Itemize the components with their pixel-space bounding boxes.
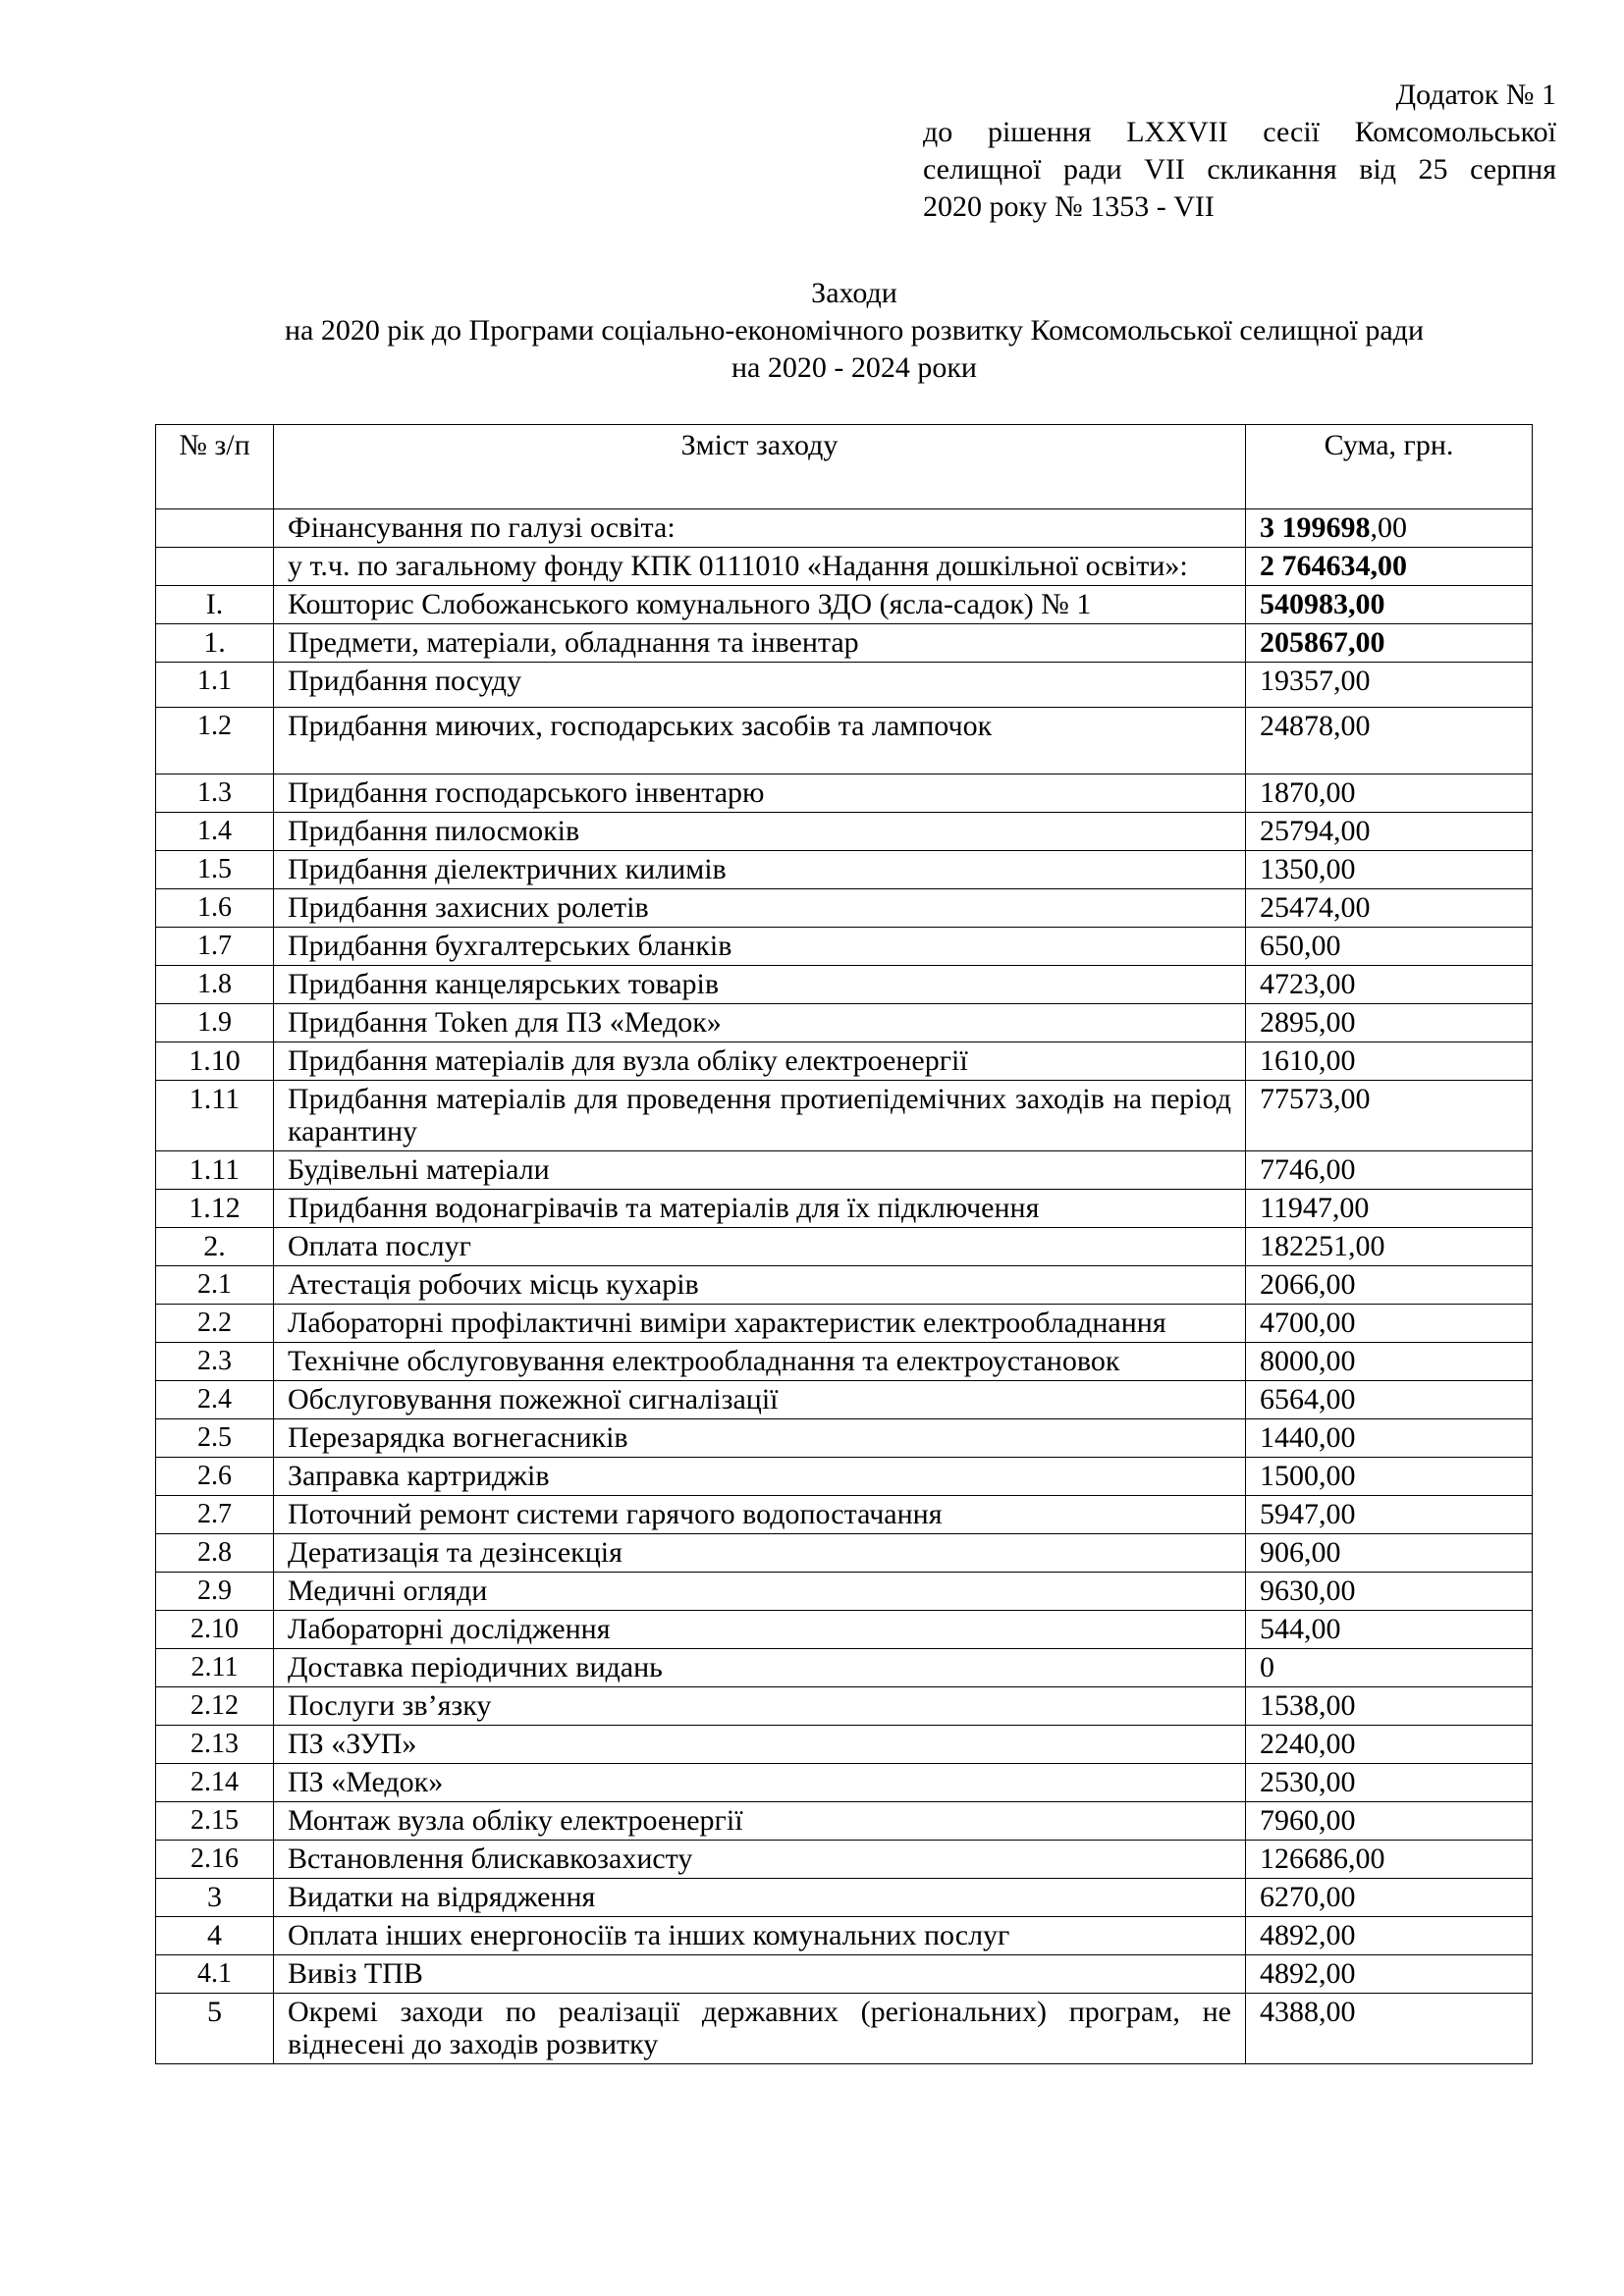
row-text: Лабораторні дослідження	[274, 1611, 1246, 1649]
table-row	[156, 1042, 1533, 1081]
table-row	[156, 851, 1533, 889]
row-sum: 544,00	[1246, 1611, 1533, 1649]
table-row	[156, 1917, 1533, 1955]
row-text: Встановлення блискавкозахисту	[274, 1841, 1246, 1879]
row-text: Кошторис Слобожанського комунального ЗДО (ясла-садок) № 1	[274, 586, 1246, 624]
table-row	[156, 1004, 1533, 1042]
table-row	[156, 813, 1533, 851]
row-number: 2.9	[156, 1573, 274, 1611]
row-text: Придбання бухгалтерських бланків	[274, 928, 1246, 966]
row-sum: 1538,00	[1246, 1687, 1533, 1726]
row-number	[156, 509, 274, 548]
row-number: 3	[156, 1879, 274, 1917]
row-sum: 5947,00	[1246, 1496, 1533, 1534]
row-sum: 2240,00	[1246, 1726, 1533, 1764]
header-content: Зміст заходу	[274, 425, 1246, 509]
table-row	[156, 1496, 1533, 1534]
row-number: I.	[156, 586, 274, 624]
row-text: Послуги зв’язку	[274, 1687, 1246, 1726]
row-number	[156, 548, 274, 586]
row-number: 2.10	[156, 1611, 274, 1649]
row-number: 2.2	[156, 1305, 274, 1343]
row-text: Придбання захисних ролетів	[274, 889, 1246, 928]
row-text: ПЗ «Медок»	[274, 1764, 1246, 1802]
table-row	[156, 1764, 1533, 1802]
row-text: Придбання канцелярських товарів	[274, 966, 1246, 1004]
row-sum: 4892,00	[1246, 1917, 1533, 1955]
heading-subtitle: на 2020 рік до Програми соціально-економічного розвитку Комсомольської селищної ради	[285, 314, 1424, 347]
row-text: Придбання миючих, господарських засобів та лампочок	[274, 708, 1246, 774]
row-text: Предмети, матеріали, обладнання та інвентар	[274, 624, 1246, 663]
table-row	[156, 889, 1533, 928]
row-text: Фінансування по галузі освіта:	[274, 509, 1246, 548]
row-text: Дератизація та дезінсекція	[274, 1534, 1246, 1573]
row-sum: 182251,00	[1246, 1228, 1533, 1266]
row-sum: 6564,00	[1246, 1381, 1533, 1419]
row-sum: 4388,00	[1246, 1994, 1533, 2064]
appendix-title: Додаток № 1	[1395, 79, 1556, 111]
row-number: 2.16	[156, 1841, 274, 1879]
row-text: Придбання посуду	[274, 663, 1246, 708]
row-sum: 126686,00	[1246, 1841, 1533, 1879]
row-number: 2.12	[156, 1687, 274, 1726]
row-text: Оплата інших енергоносіїв та інших комунальних послуг	[274, 1917, 1246, 1955]
row-text: Атестація робочих місць кухарів	[274, 1266, 1246, 1305]
row-number: 1.6	[156, 889, 274, 928]
table-row	[156, 1151, 1533, 1190]
table-row	[156, 1343, 1533, 1381]
row-sum: 4700,00	[1246, 1305, 1533, 1343]
row-text: Монтаж вузла обліку електроенергії	[274, 1802, 1246, 1841]
table-row	[156, 928, 1533, 966]
appendix-date-line: 2020 року № 1353 - VII	[923, 190, 1215, 223]
row-number: 1.7	[156, 928, 274, 966]
row-number: 1.2	[156, 708, 274, 774]
table-row	[156, 1841, 1533, 1879]
row-sum: 650,00	[1246, 928, 1533, 966]
row-sum: 1870,00	[1246, 774, 1533, 813]
table-row	[156, 1879, 1533, 1917]
row-sum: 9630,00	[1246, 1573, 1533, 1611]
row-text: Окремі заходи по реалізації державних (регіональних) програм, не віднесені до заходів розвитку	[274, 1994, 1246, 2064]
row-text: Медичні огляди	[274, 1573, 1246, 1611]
row-sum: 0	[1246, 1649, 1533, 1687]
row-text: Оплата послуг	[274, 1228, 1246, 1266]
heading-title: Заходи	[811, 277, 897, 309]
row-sum: 4892,00	[1246, 1955, 1533, 1994]
row-text: Придбання пилосмоків	[274, 813, 1246, 851]
row-sum: 8000,00	[1246, 1343, 1533, 1381]
row-text: Вивіз ТПВ	[274, 1955, 1246, 1994]
row-text: ПЗ «ЗУП»	[274, 1726, 1246, 1764]
row-number: 1.1	[156, 663, 274, 708]
row-number: 2.4	[156, 1381, 274, 1419]
document-heading	[157, 275, 1551, 387]
row-text: Будівельні матеріали	[274, 1151, 1246, 1190]
measures-table	[155, 424, 1533, 2064]
table-row	[156, 1649, 1533, 1687]
row-sum: 1610,00	[1246, 1042, 1533, 1081]
row-number: 2.6	[156, 1458, 274, 1496]
row-sum-bold: 205867,00	[1260, 626, 1385, 659]
row-number: 1.11	[156, 1081, 274, 1151]
row-sum-bold: 3 199698	[1260, 511, 1371, 544]
row-number: 2.3	[156, 1343, 274, 1381]
row-number: 1.5	[156, 851, 274, 889]
table-row	[156, 1458, 1533, 1496]
row-sum	[1246, 548, 1533, 586]
row-text: Придбання Token для ПЗ «Медок»	[274, 1004, 1246, 1042]
table-row	[156, 1081, 1533, 1151]
heading-period: на 2020 - 2024 роки	[731, 351, 977, 384]
row-text: Обслуговування пожежної сигналізації	[274, 1381, 1246, 1419]
row-sum	[1246, 586, 1533, 624]
row-sum	[1246, 624, 1533, 663]
row-number: 2.	[156, 1228, 274, 1266]
table-row	[156, 1994, 1533, 2064]
row-sum: 2530,00	[1246, 1764, 1533, 1802]
row-text: Заправка картриджів	[274, 1458, 1246, 1496]
row-text: Поточний ремонт системи гарячого водопостачання	[274, 1496, 1246, 1534]
table-row	[156, 1534, 1533, 1573]
row-number: 1.9	[156, 1004, 274, 1042]
row-number: 1.3	[156, 774, 274, 813]
table-row	[156, 708, 1533, 774]
row-sum: 7960,00	[1246, 1802, 1533, 1841]
row-text: Придбання господарського інвентарю	[274, 774, 1246, 813]
row-sum: 1440,00	[1246, 1419, 1533, 1458]
table-row	[156, 586, 1533, 624]
row-sum: 1350,00	[1246, 851, 1533, 889]
row-number: 4	[156, 1917, 274, 1955]
row-number: 5	[156, 1994, 274, 2064]
table-row	[156, 1573, 1533, 1611]
table-row	[156, 966, 1533, 1004]
table-row	[156, 1419, 1533, 1458]
row-number: 1.10	[156, 1042, 274, 1081]
row-sum: 25474,00	[1246, 889, 1533, 928]
row-sum: 11947,00	[1246, 1190, 1533, 1228]
table-row	[156, 1228, 1533, 1266]
row-text: Видатки на відрядження	[274, 1879, 1246, 1917]
table-row	[156, 1802, 1533, 1841]
row-number: 1.	[156, 624, 274, 663]
table-row	[156, 1305, 1533, 1343]
row-number: 2.13	[156, 1726, 274, 1764]
row-number: 2.1	[156, 1266, 274, 1305]
row-number: 4.1	[156, 1955, 274, 1994]
row-sum: 77573,00	[1246, 1081, 1533, 1151]
header-sum: Сума, грн.	[1246, 425, 1533, 509]
appendix-council-line: селищної ради VII скликання від 25 серпня	[923, 153, 1556, 186]
row-sum: 19357,00	[1246, 663, 1533, 708]
appendix-block	[923, 77, 1556, 226]
row-text: Лабораторні профілактичні виміри характеристик електрообладнання	[274, 1305, 1246, 1343]
table-row	[156, 1190, 1533, 1228]
row-number: 1.12	[156, 1190, 274, 1228]
table-row	[156, 774, 1533, 813]
row-text: Придбання діелектричних килимів	[274, 851, 1246, 889]
row-sum: 4723,00	[1246, 966, 1533, 1004]
row-number: 1.4	[156, 813, 274, 851]
row-sum: 25794,00	[1246, 813, 1533, 851]
row-number: 1.8	[156, 966, 274, 1004]
row-number: 2.7	[156, 1496, 274, 1534]
row-sum-rest: ,00	[1370, 511, 1407, 544]
appendix-decision-line: до рішення LXXVII сесії Комсомольської	[923, 116, 1556, 148]
row-number: 2.14	[156, 1764, 274, 1802]
table-row	[156, 1266, 1533, 1305]
row-sum: 7746,00	[1246, 1151, 1533, 1190]
row-text: Технічне обслуговування електрообладнання та електроустановок	[274, 1343, 1246, 1381]
table-row	[156, 548, 1533, 586]
row-sum: 906,00	[1246, 1534, 1533, 1573]
row-sum-bold: 540983,00	[1260, 588, 1385, 620]
table-header-row	[156, 425, 1533, 509]
table-row	[156, 509, 1533, 548]
table-row	[156, 1687, 1533, 1726]
row-number: 2.5	[156, 1419, 274, 1458]
row-number: 2.15	[156, 1802, 274, 1841]
table-row	[156, 1726, 1533, 1764]
row-sum	[1246, 509, 1533, 548]
row-text: Придбання водонагрівачів та матеріалів для їх підключення	[274, 1190, 1246, 1228]
row-text: Придбання матеріалів для проведення протиепідемічних заходів на період карантину	[274, 1081, 1246, 1151]
row-text: Придбання матеріалів для вузла обліку електроенергії	[274, 1042, 1246, 1081]
row-number: 1.11	[156, 1151, 274, 1190]
table-row	[156, 1381, 1533, 1419]
header-number: № з/п	[156, 425, 274, 509]
table-row	[156, 1611, 1533, 1649]
row-sum: 1500,00	[1246, 1458, 1533, 1496]
row-sum: 2066,00	[1246, 1266, 1533, 1305]
row-number: 2.8	[156, 1534, 274, 1573]
row-text: Доставка періодичних видань	[274, 1649, 1246, 1687]
row-sum: 2895,00	[1246, 1004, 1533, 1042]
table-row	[156, 624, 1533, 663]
row-sum-bold: 2 764634,00	[1260, 550, 1407, 582]
table-row	[156, 663, 1533, 708]
row-sum: 24878,00	[1246, 708, 1533, 774]
row-text: Перезарядка вогнегасників	[274, 1419, 1246, 1458]
row-text: у т.ч. по загальному фонду КПК 0111010 «Надання дошкільної освіти»:	[274, 548, 1246, 586]
row-sum: 6270,00	[1246, 1879, 1533, 1917]
table-row	[156, 1955, 1533, 1994]
row-number: 2.11	[156, 1649, 274, 1687]
